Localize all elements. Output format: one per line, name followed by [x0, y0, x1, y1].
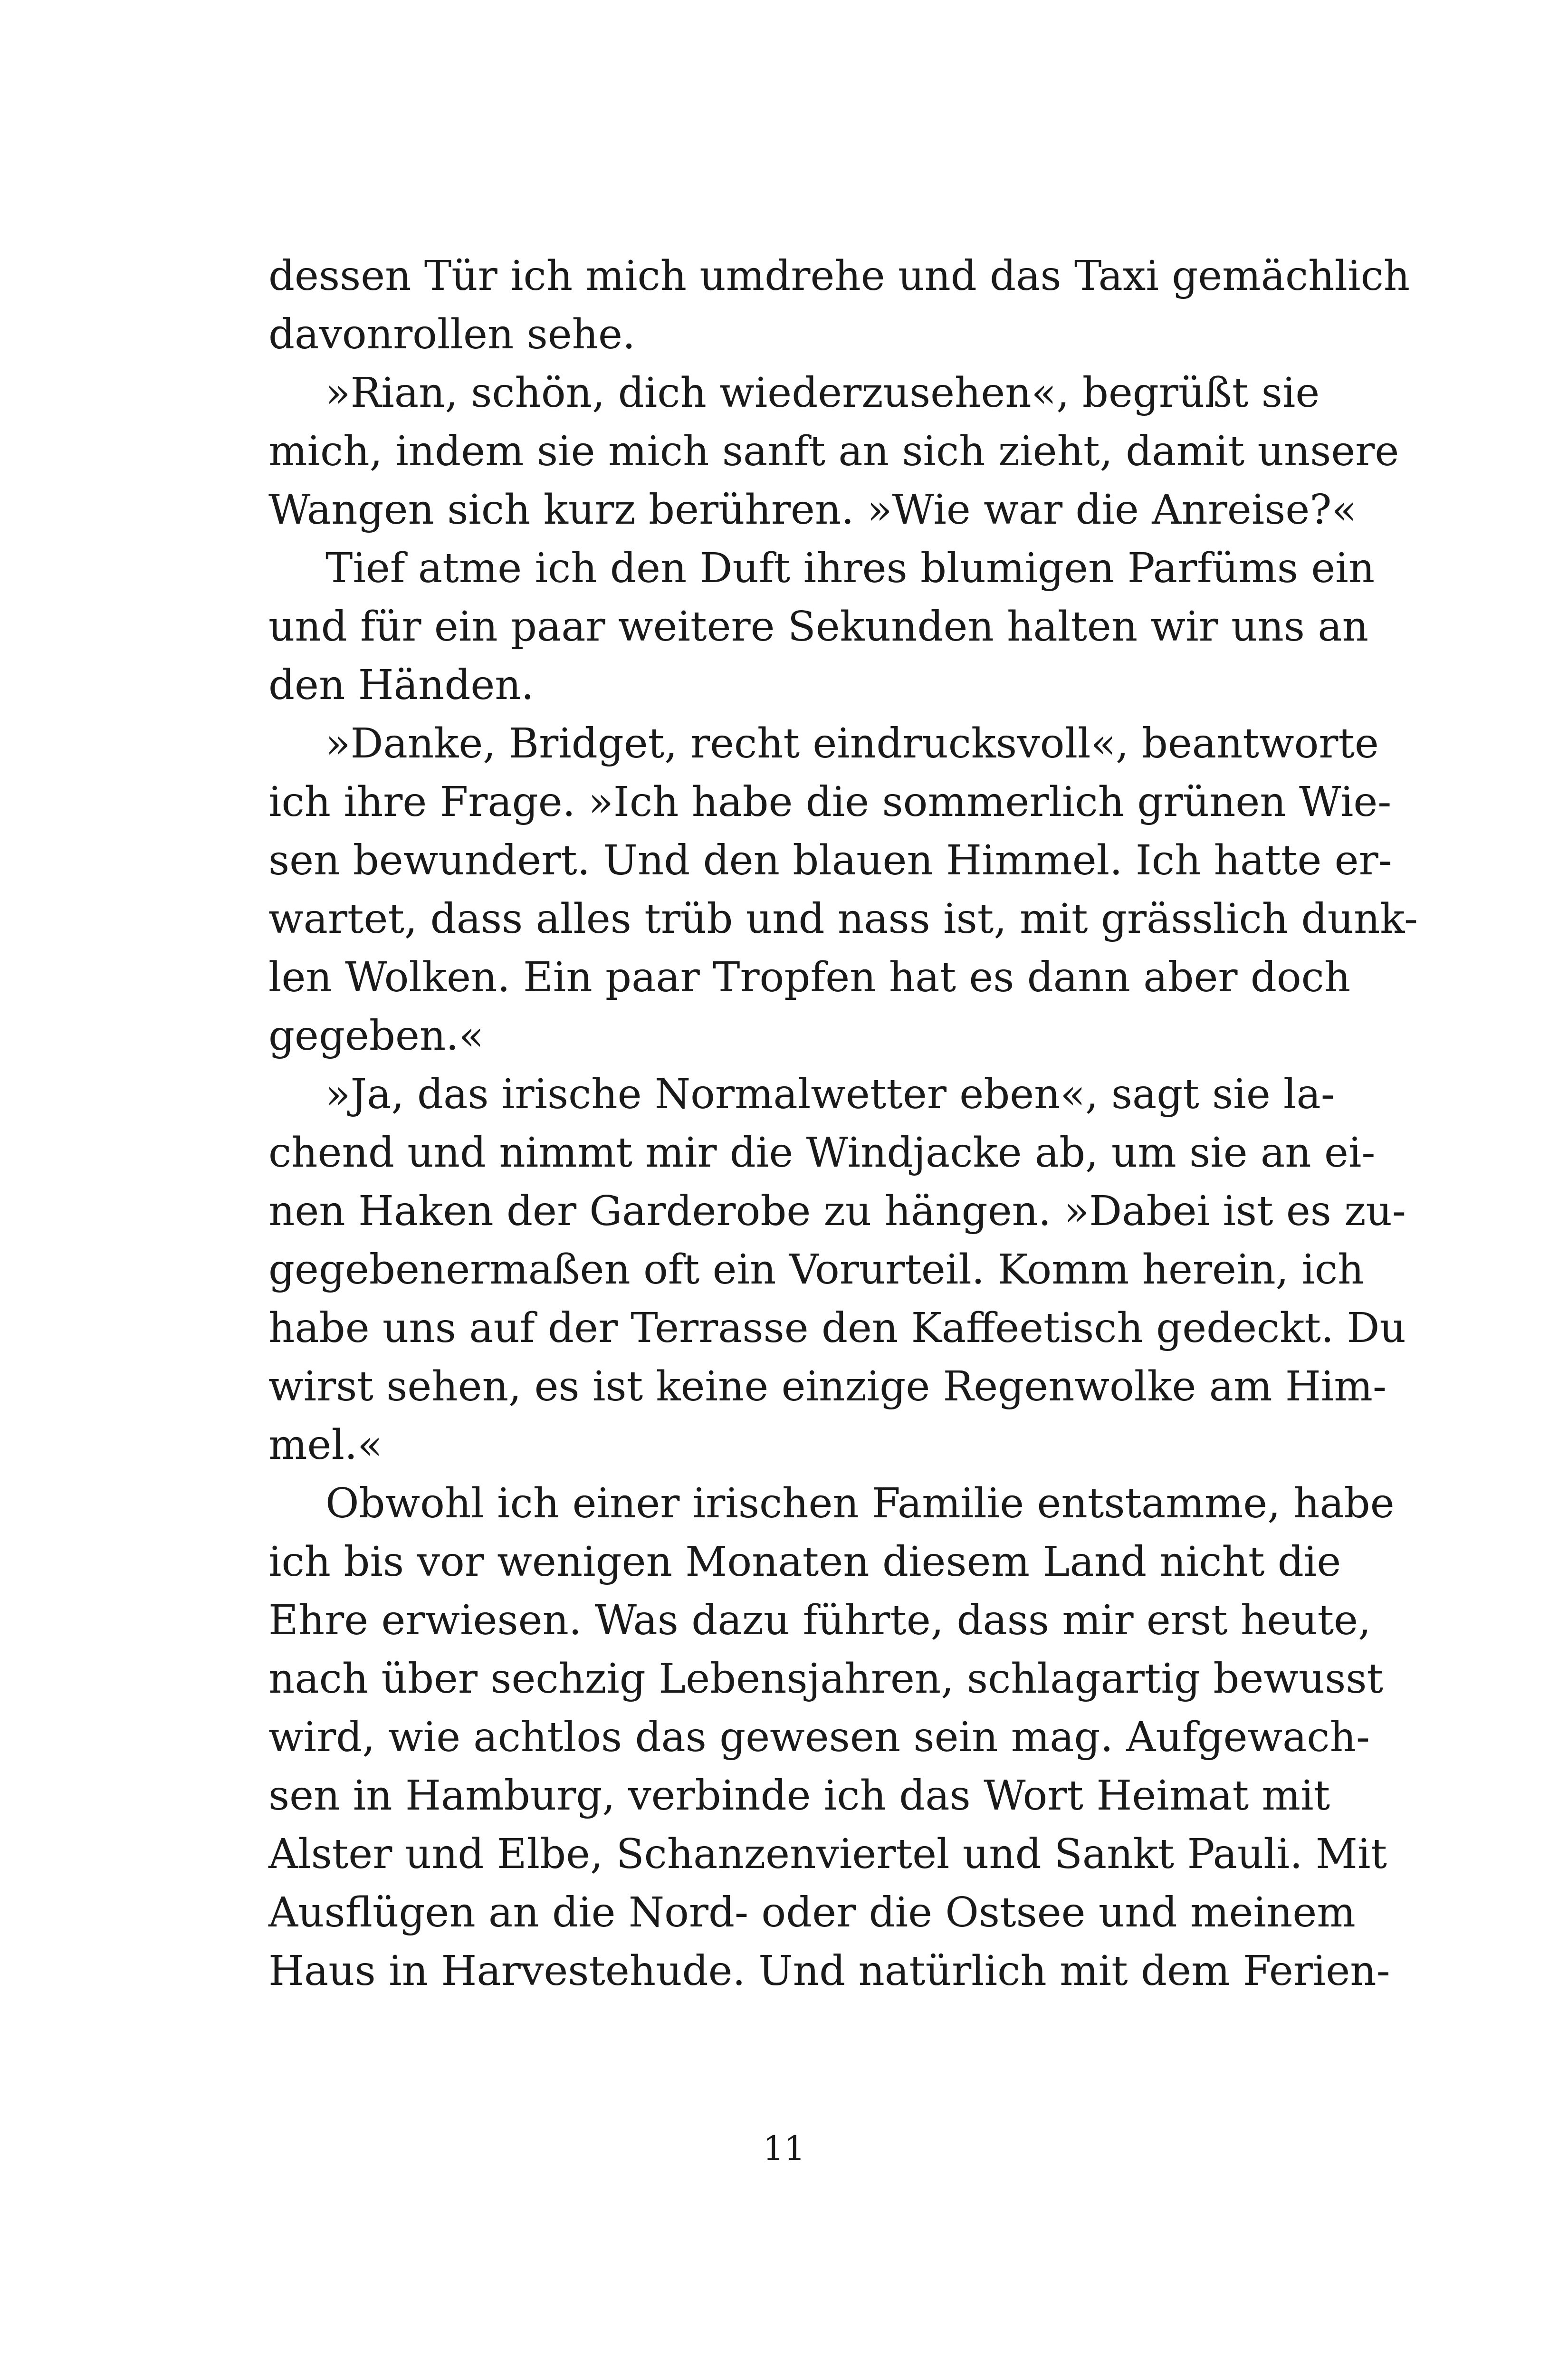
- text-line: nach über sechzig Lebensjahren, schlagartig bewusst: [268, 1655, 1384, 1703]
- text-line: gegebenermaßen oft ein Vorurteil. Komm herein, ich: [268, 1246, 1364, 1293]
- text-line: chend und nimmt mir die Windjacke ab, um sie an ei-: [268, 1129, 1376, 1177]
- text-line: wirst sehen, es ist keine einzige Regenwolke am Him-: [268, 1363, 1387, 1410]
- text-line: sen in Hamburg, verbinde ich das Wort Heimat mit: [268, 1772, 1330, 1820]
- text-line: Tief atme ich den Duft ihres blumigen Parfüms ein: [325, 545, 1375, 592]
- text-line: Ehre erwiesen. Was dazu führte, dass mir erst heute,: [268, 1597, 1371, 1644]
- text-line: Alster und Elbe, Schanzenviertel und Sankt Pauli. Mit: [268, 1830, 1387, 1878]
- text-line: und für ein paar weitere Sekunden halten wir uns an: [268, 603, 1368, 651]
- paragraph: [268, 1475, 1395, 2001]
- text-line: davonrollen sehe.: [268, 311, 636, 358]
- text-line: ich bis vor wenigen Monaten diesem Land nicht die: [268, 1538, 1341, 1586]
- text-line: »Danke, Bridget, recht eindrucksvoll«, beantworte: [325, 720, 1379, 767]
- text-line: sen bewundert. Und den blauen Himmel. Ich hatte er-: [268, 837, 1392, 884]
- text-line: gegeben.«: [268, 1012, 484, 1060]
- paragraph: [268, 364, 1399, 539]
- paragraph: [268, 1065, 1406, 1475]
- text-line: Wangen sich kurz berühren. »Wie war die Anreise?«: [268, 486, 1357, 534]
- text-line: habe uns auf der Terrasse den Kaffeetisch gedeckt. Du: [268, 1304, 1406, 1352]
- text-line: Haus in Harvestehude. Und natürlich mit dem Ferien-: [268, 1947, 1390, 1995]
- text-line: wird, wie achtlos das gewesen sein mag. Aufgewach-: [268, 1714, 1370, 1761]
- body-text: [268, 247, 1418, 2001]
- text-line: mel.«: [268, 1421, 382, 1469]
- paragraph: [268, 715, 1418, 1065]
- text-line: Ausflügen an die Nord- oder die Ostsee und meinem: [268, 1889, 1356, 1936]
- text-line: den Händen.: [268, 661, 534, 709]
- text-line: len Wolken. Ein paar Tropfen hat es dann aber doch: [268, 954, 1351, 1001]
- text-line: »Rian, schön, dich wiederzusehen«, begrüßt sie: [325, 369, 1320, 417]
- text-line: mich, indem sie mich sanft an sich zieht, damit unsere: [268, 428, 1399, 475]
- text-line: »Ja, das irische Normalwetter eben«, sagt sie la-: [325, 1071, 1335, 1118]
- paragraph: [268, 247, 1410, 364]
- text-line: wartet, dass alles trüb und nass ist, mit grässlich dunk-: [268, 895, 1418, 943]
- text-line: Obwohl ich einer irischen Familie entstamme, habe: [325, 1480, 1395, 1527]
- text-line: ich ihre Frage. »Ich habe die sommerlich grünen Wie-: [268, 778, 1392, 826]
- page-number: 11: [763, 2129, 805, 2168]
- paragraph: [268, 539, 1375, 715]
- text-line: dessen Tür ich mich umdrehe und das Taxi gemächlich: [268, 252, 1410, 300]
- text-line: nen Haken der Garderobe zu hängen. »Dabei ist es zu-: [268, 1188, 1406, 1235]
